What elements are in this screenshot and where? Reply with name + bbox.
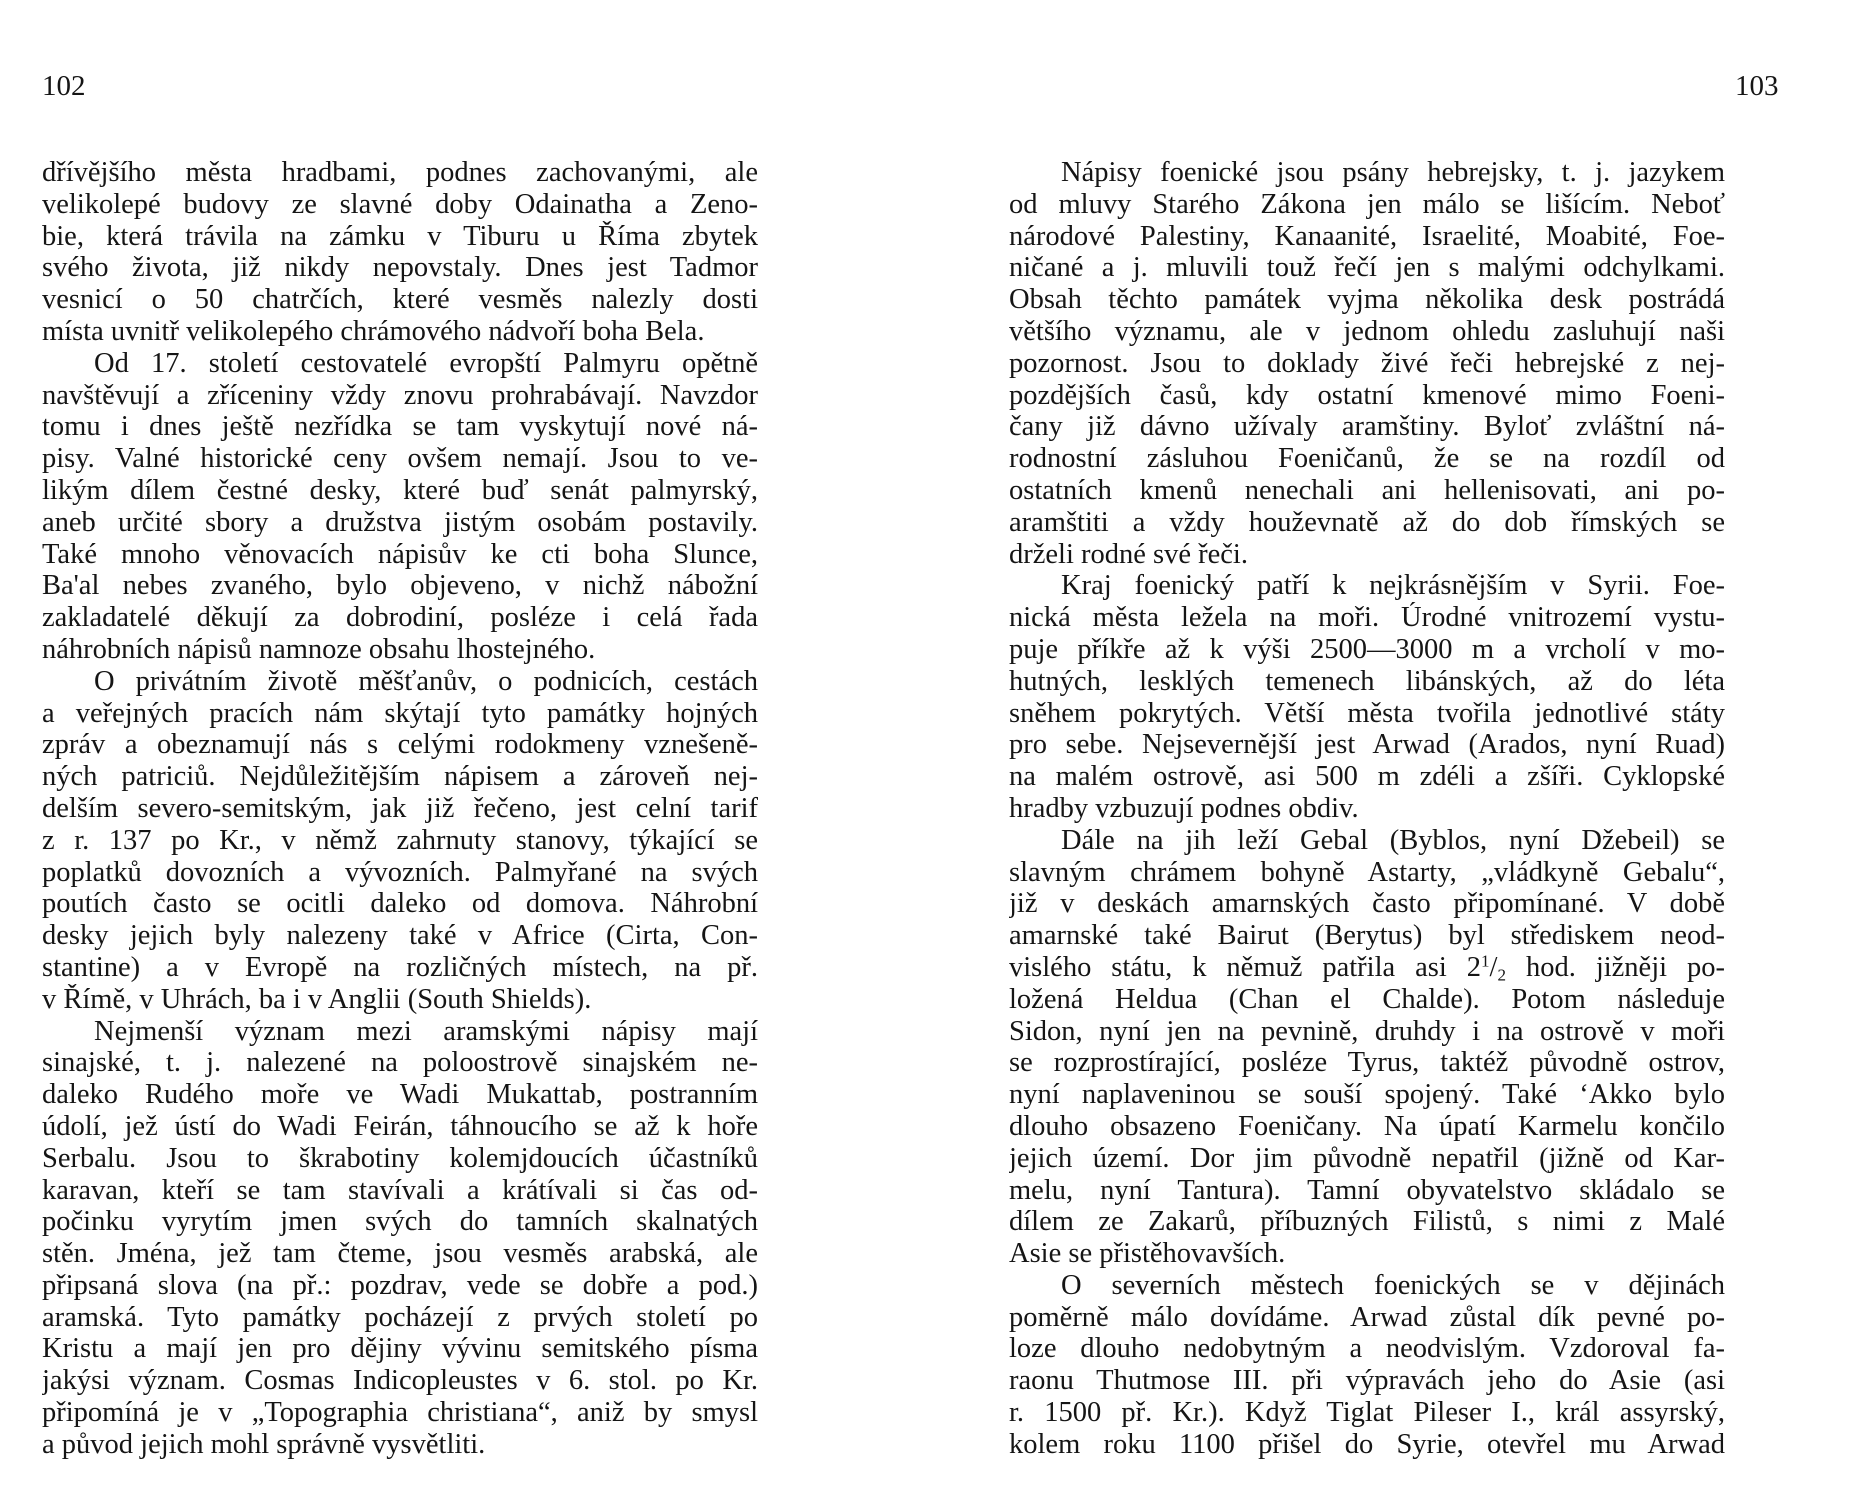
text-line: ložená Heldua (Chan el Chalde). Potom následuje bbox=[1009, 983, 1725, 1015]
text-line: hradby vzbuzují podnes obdiv. bbox=[1009, 792, 1359, 824]
text-line: likým dílem čestné desky, které buď senát palmyrský, bbox=[42, 474, 758, 506]
text-line: Od 17. století cestovatelé evropští Palmyru opětně bbox=[94, 347, 758, 379]
text-line: rodnostní zásluhou Foeničanů, že se na rozdíl od bbox=[1009, 443, 1725, 475]
text-line: pozornost. Jsou to doklady živé řeči hebrejské z nej- bbox=[1009, 347, 1725, 379]
text-line: delším severo-semitským, jak již řečeno, jest celní tarif bbox=[42, 792, 758, 824]
text-line: aramštiti a vždy houževnatě až do dob římských se bbox=[1009, 506, 1725, 538]
text-line: Obsah těchto památek vyjma několika desk postrádá bbox=[1009, 284, 1725, 316]
text-line: poměrně málo dovídáme. Arwad zůstal dík pevné po- bbox=[1009, 1301, 1725, 1333]
text-line: čany již dávno užívaly aramštiny. Byloť zvláštní ná- bbox=[1009, 411, 1725, 443]
text-line: se rozprostírající, posléze Tyrus, taktéž původně ostrov, bbox=[1009, 1047, 1725, 1079]
text-line: puje příkře až k výši 2500—3000 m a vrcholí v mo- bbox=[1009, 633, 1725, 665]
text-line: loze dlouho nedobytným a neodvislým. Vzdoroval fa- bbox=[1009, 1333, 1725, 1365]
text-line: daleko Rudého moře ve Wadi Mukattab, postranním bbox=[42, 1079, 758, 1111]
text-line: navštěvují a zříceniny vždy znovu prohrabávají. Navzdor bbox=[42, 379, 758, 411]
text-line: hutných, lesklých temenech libánských, až do léta bbox=[1009, 665, 1725, 697]
text-line: Asie se přistěhovavších. bbox=[1009, 1238, 1286, 1270]
text-line: a veřejných pracích nám skýtají tyto památky hojných bbox=[42, 697, 758, 729]
text-line: svého života, již nikdy nepovstaly. Dnes jest Tadmor bbox=[42, 252, 758, 284]
text-line: sinajské, t. j. nalezené na poloostrově sinajském ne- bbox=[42, 1047, 758, 1079]
text-line: pozdějších časů, kdy ostatní kmenové mimo Foeni- bbox=[1009, 379, 1725, 411]
text-line: Také mnoho věnovacích nápisův ke cti boha Slunce, bbox=[42, 538, 758, 570]
text-line: aneb určité sbory a družstva jistým osobám postavily. bbox=[42, 506, 758, 538]
text-line: Nejmenší význam mezi aramskými nápisy mají bbox=[94, 1015, 758, 1047]
text-line: dílem ze Zakarů, příbuzných Filistů, s nimi z Malé bbox=[1009, 1206, 1725, 1238]
text-line: Serbalu. Jsou to škrabotiny kolemjdoucích účastníků bbox=[42, 1142, 758, 1174]
text-line: poutích často se ocitli daleko od domova. Náhrobní bbox=[42, 888, 758, 920]
text-line: stěn. Jména, jež tam čteme, jsou vesměs arabská, ale bbox=[42, 1238, 758, 1270]
text-line: drželi rodné své řeči. bbox=[1009, 538, 1248, 570]
text-line: na malém ostrově, asi 500 m zdéli a zšíři. Cyklopské bbox=[1009, 761, 1725, 793]
text-line: tomu i dnes ještě nezřídka se tam vyskytují nové ná- bbox=[42, 411, 758, 443]
text-line: dřívějšího města hradbami, podnes zachovanými, ale bbox=[42, 157, 758, 188]
text-line: ných patriciů. Nejdůležitějším nápisem a zároveň nej- bbox=[42, 761, 758, 793]
text-line: Dále na jih leží Gebal (Byblos, nyní Džebeil) se bbox=[1061, 824, 1725, 856]
text-column-right bbox=[1009, 157, 1725, 1461]
text-line: od mluvy Starého Zákona jen málo se lišícím. Neboť bbox=[1009, 188, 1725, 220]
text-line: ostatních kmenů nenechali ani hellenisovati, ani po- bbox=[1009, 474, 1725, 506]
text-line: ničané a j. mluvili touž řečí jen s malými odchylkami. bbox=[1009, 252, 1725, 284]
text-line: z r. 137 po Kr., v němž zahrnuty stanovy, týkající se bbox=[42, 824, 758, 856]
text-line: Kristu a mají jen pro dějiny vývinu semitského písma bbox=[42, 1333, 758, 1365]
text-line: připomíná je v „Topographia christiana“, aniž by smysl bbox=[42, 1397, 758, 1429]
text-line: Kraj foenický patří k nejkrásnějším v Syrii. Foe- bbox=[1061, 570, 1725, 602]
text-line: místa uvnitř velikolepého chrámového nádvoří boha Bela. bbox=[42, 315, 705, 347]
text-line: desky jejich byly nalezeny také v Africe (Cirta, Con- bbox=[42, 920, 758, 952]
text-line: Sidon, nyní jen na pevnině, druhdy i na ostrově v moři bbox=[1009, 1015, 1725, 1047]
text-line: již v deskách amarnských často připomínané. V době bbox=[1009, 888, 1725, 920]
text-line: jejich území. Dor jim původně nepatřil (jižně od Kar- bbox=[1009, 1142, 1725, 1174]
text-line: údolí, jež ústí do Wadi Feirán, táhnoucího se až k hoře bbox=[42, 1110, 758, 1142]
text-line: dlouho obsazeno Foeničany. Na úpatí Karmelu končilo bbox=[1009, 1110, 1725, 1142]
text-line: karavan, kteří se tam stavívali a krátívali si čas od- bbox=[42, 1174, 758, 1206]
text-line: poplatků dovozních a vývozních. Palmyřané na svých bbox=[42, 856, 758, 888]
text-line: náhrobních nápisů namnoze obsahu lhostejného. bbox=[42, 633, 596, 665]
page-number-left: 102 bbox=[42, 70, 86, 102]
text-line: raonu Thutmose III. při výpravách jeho do Asie (asi bbox=[1009, 1365, 1725, 1397]
text-line: a původ jejich mohl správně vysvětliti. bbox=[42, 1428, 486, 1460]
text-line: pro sebe. Nejsevernější jest Arwad (Arados, nyní Ruad) bbox=[1009, 729, 1725, 761]
text-line: r. 1500 př. Kr.). Když Tiglat Pileser I., král assyrský, bbox=[1009, 1397, 1725, 1429]
text-line: zakladatelé děkují za dobrodiní, posléze i celá řada bbox=[42, 602, 758, 634]
text-line: nická města ležela na moři. Úrodné vnitrozemí vystu- bbox=[1009, 602, 1725, 634]
text-line: bie, která trávila na zámku v Tiburu u Říma zbytek bbox=[42, 220, 758, 252]
text-line: vesnicí o 50 chatrčích, které vesměs nalezly dosti bbox=[42, 284, 758, 316]
text-line: v Římě, v Uhrách, ba i v Anglii (South Shields). bbox=[42, 983, 592, 1015]
text-line: amarnské také Bairut (Berytus) byl střediskem neod- bbox=[1009, 920, 1725, 952]
text-line: Nápisy foenické jsou psány hebrejsky, t. j. jazykem bbox=[1061, 157, 1725, 188]
text-column-left bbox=[42, 157, 758, 1461]
text-line: aramská. Tyto památky pocházejí z prvých století po bbox=[42, 1301, 758, 1333]
page-number-right: 103 bbox=[1735, 70, 1779, 102]
text-line: počinku vyrytím jmen svých do tamních skalnatých bbox=[42, 1206, 758, 1238]
text-line: kolem roku 1100 přišel do Syrie, otevřel mu Arwad bbox=[1009, 1428, 1725, 1460]
text-line: O severních městech foenických se v dějinách bbox=[1061, 1269, 1725, 1301]
text-line: zpráv a obeznamují nás s celými rodokmeny vznešeně- bbox=[42, 729, 758, 761]
text-line: O privátním životě měšťanův, o podnicích, cestách bbox=[94, 665, 758, 697]
text-line: velikolepé budovy ze slavné doby Odainatha a Zeno- bbox=[42, 188, 758, 220]
text-line: připsaná slova (na př.: pozdrav, vede se dobře a pod.) bbox=[42, 1269, 758, 1301]
text-line: melu, nyní Tantura). Tamní obyvatelstvo skládalo se bbox=[1009, 1174, 1725, 1206]
text-line: národové Palestiny, Kanaanité, Israelité, Moabité, Foe- bbox=[1009, 220, 1725, 252]
text-line: jakýsi význam. Cosmas Indicopleustes v 6. stol. po Kr. bbox=[42, 1365, 758, 1397]
text-line: Ba'al nebes zvaného, bylo objeveno, v nichž nábožní bbox=[42, 570, 758, 602]
text-line: vislého státu, k němuž patřila asi $2^1/_2$ hod. jižněji po- bbox=[1009, 951, 1725, 984]
text-line: pisy. Valné historické ceny ovšem nemají. Jsou to ve- bbox=[42, 443, 758, 475]
text-line: stantine) a v Evropě na rozličných místech, na př. bbox=[42, 951, 758, 983]
text-line: slavným chrámem bohyně Astarty, „vládkyně Gebalu“, bbox=[1009, 856, 1725, 888]
text-line: většího významu, ale v jednom ohledu zasluhují naši bbox=[1009, 315, 1725, 347]
text-line: sněhem pokrytých. Větší města tvořila jednotlivé státy bbox=[1009, 697, 1725, 729]
text-line: nyní naplaveninou se souší spojený. Také ‘Akko bylo bbox=[1009, 1079, 1725, 1111]
